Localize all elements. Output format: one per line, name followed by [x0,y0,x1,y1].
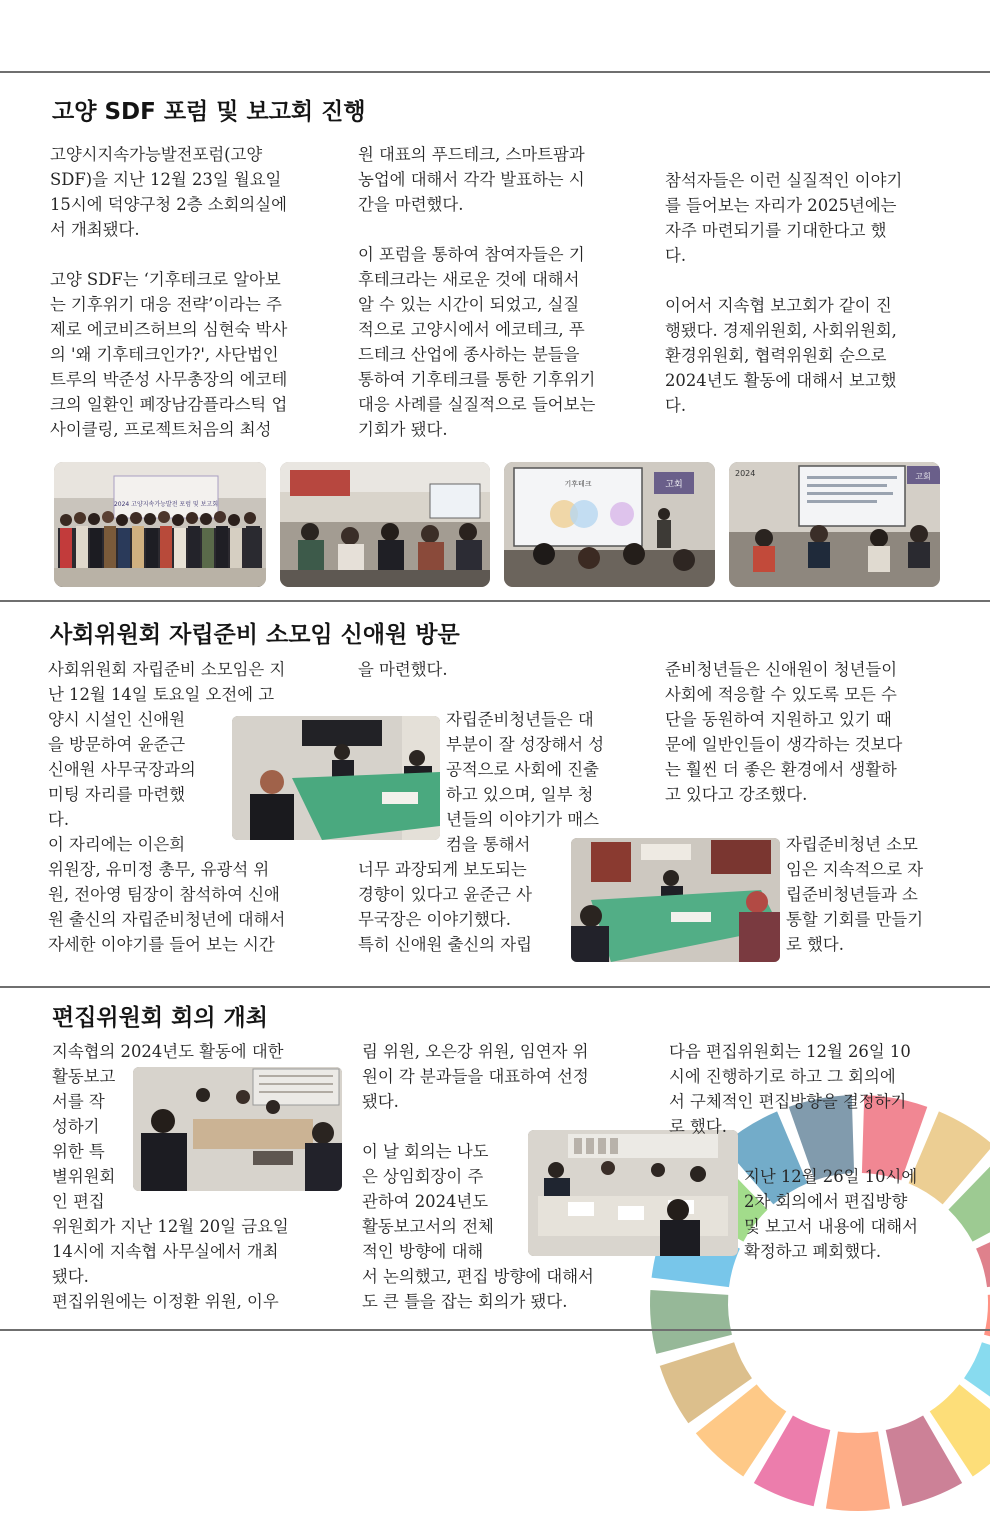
top-rule [0,71,990,73]
editorial-meeting-photo-2 [528,1130,738,1256]
section-2-col1-top: 사회위원회 자립준비 소모임은 지 난 12월 14일 토요일 오전에 고 [48,660,286,704]
sdg-wheel-segment [826,1431,890,1511]
section-3-col2-bottom: 서 논의했고, 편집 방향에 대해서 도 큰 틀을 잡는 회의가 됐다. [362,1267,594,1311]
meeting-photo-2 [571,838,780,962]
bottom-rule [0,1329,990,1331]
editorial-meeting-photo-1 [133,1067,342,1191]
section-divider-2 [0,986,990,988]
section-3-col1-bottom: 위원회가 지난 12월 20일 금요일 14시에 지속협 사무실에서 개최 됐다. 편집위원에는 이정환 위원, 이우 [52,1217,289,1311]
section-2-title: 사회위원회 자립준비 소모임 신애원 방문 [50,622,460,648]
forum-presentation-photo [504,462,715,587]
section-1-column-3: 참석자들은 이런 실질적인 이야기 를 들어보는 자리가 2025년에는 자주 마련되기를 기대한다고 했 다. 이어서 지속협 보고회가 같이 진 행됐다. 경제위원회, 사회위원회, 환경위원회, 협력위원회 순으로 2024년도 활동에 대해서 보고했 다. [665,171,903,415]
section-1-column-1: 고양시지속가능발전포럼(고양 SDF)을 지난 12월 23일 월요일 15시에 덕양구청 2층 소회의실에 서 개최됐다. 고양 SDF는 ‘기후테크로 알아보 는 기후위기 대응 전략’이라는 주 제로 에코비즈허브의 심현숙 박사 의 '왜 기후테크인가?', 사단법인 트루의 박준성 사무총장의 에코테 크의 일환인 폐장남감플라스틱 업 사이클링, 프로젝트처음의 최성 [50,145,288,439]
banner-text: 2024 고양지속가능발전 포럼 및 보고회 [113,501,219,508]
section-2-col1-bottom: 위원장, 유미정 총무, 유광석 위 원, 전아영 팀장이 참석하여 신애 원 출신의 자립준비청년에 대해서 자세한 이야기를 들어 보는 시간 [48,860,286,954]
section-3-title: 편집위원회 회의 개최 [52,1005,268,1031]
section-3-col2-top: 림 위원, 오은강 위원, 임연자 위 원이 각 분과들을 대표하여 선정 됐다. [362,1042,589,1111]
section-2-col3-top: 준비청년들은 신애원이 청년들이 사회에 적응할 수 있도록 모든 수 단을 동원하여 지원하고 있기 때 문에 일반인들이 생각하는 것보다 는 훨씬 더 좋은 환경에서 생활하 고 있다고 강조했다. [665,660,903,804]
section-3-col1-left: 활동보고 서를 작 성하기 위한 특 별위원회 인 편집 [52,1067,116,1211]
banner-fragment-2: 고회 [915,472,931,481]
banner-year: 2024 [735,469,756,478]
section-1-title: 고양 SDF 포럼 및 보고회 진행 [52,99,366,125]
section-3-col3-right: 지난 12월 26일 10시에 2차 회의에서 편집방향 및 보고서 내용에 대해서 확정하고 폐회했다. [744,1167,918,1261]
section-3-col3-top: 다음 편집위원회는 12월 26일 10 시에 진행하기로 하고 그 회의에 서 구체적인 편집방향을 결정하기 로 했다. [669,1042,911,1136]
section-divider-1 [0,600,990,602]
section-2-col1-left: 양시 시설인 신애원 을 방문하여 윤준근 신애원 사무국장과의 미팅 자리를 마련했 다. 이 자리에는 이은희 [48,710,196,854]
forum-report-photo [729,462,940,587]
forum-group-photo [54,462,266,587]
section-2-col3-right: 자립준비청년 소모 임은 지속적으로 자 립준비청년들과 소 통할 기회를 만들기 로 했다. [786,835,924,954]
section-3-col2-left: 이 날 회의는 나도 은 상임회장이 주 관하여 2024년도 활동보고서의 전체 적인 방향에 대해 [362,1142,494,1261]
meeting-photo-1 [232,716,440,840]
section-2-col2-bottom: 너무 과장되게 보도되는 경향이 있다고 윤준근 사 무국장은 이야기했다. 특히 신애원 출신의 자립 [358,860,532,954]
forum-audience-photo [280,462,490,587]
section-1-column-2: 원 대표의 푸드테크, 스마트팜과 농업에 대해서 각각 발표하는 시 간을 마련했다. 이 포럼을 통하여 참여자들은 기 후테크라는 새로운 것에 대해서 알 수 있는 시간이 되었고, 실질 적으로 고양시에서 에코테크, 푸 드테크 산업에 종사하는 분들을 통하여 기후테크를 통한 기후위기 대응 사례를 실질적으로 들어보는 기회가 됐다. [358,145,596,439]
slide-label: 기후테크 [564,480,592,488]
banner-fragment: 고회 [665,480,683,490]
section-2-col2-top: 을 마련했다. [358,660,448,679]
sdg-wheel-segment [650,1290,732,1354]
section-3-col1-top: 지속협의 2024년도 활동에 대한 [52,1042,284,1061]
section-2-col2-right: 자립준비청년들은 대 부분이 잘 성장해서 성 공적으로 사회에 진출 하고 있으며, 일부 청 년들의 이야기가 매스 컴을 통해서 [446,710,605,854]
